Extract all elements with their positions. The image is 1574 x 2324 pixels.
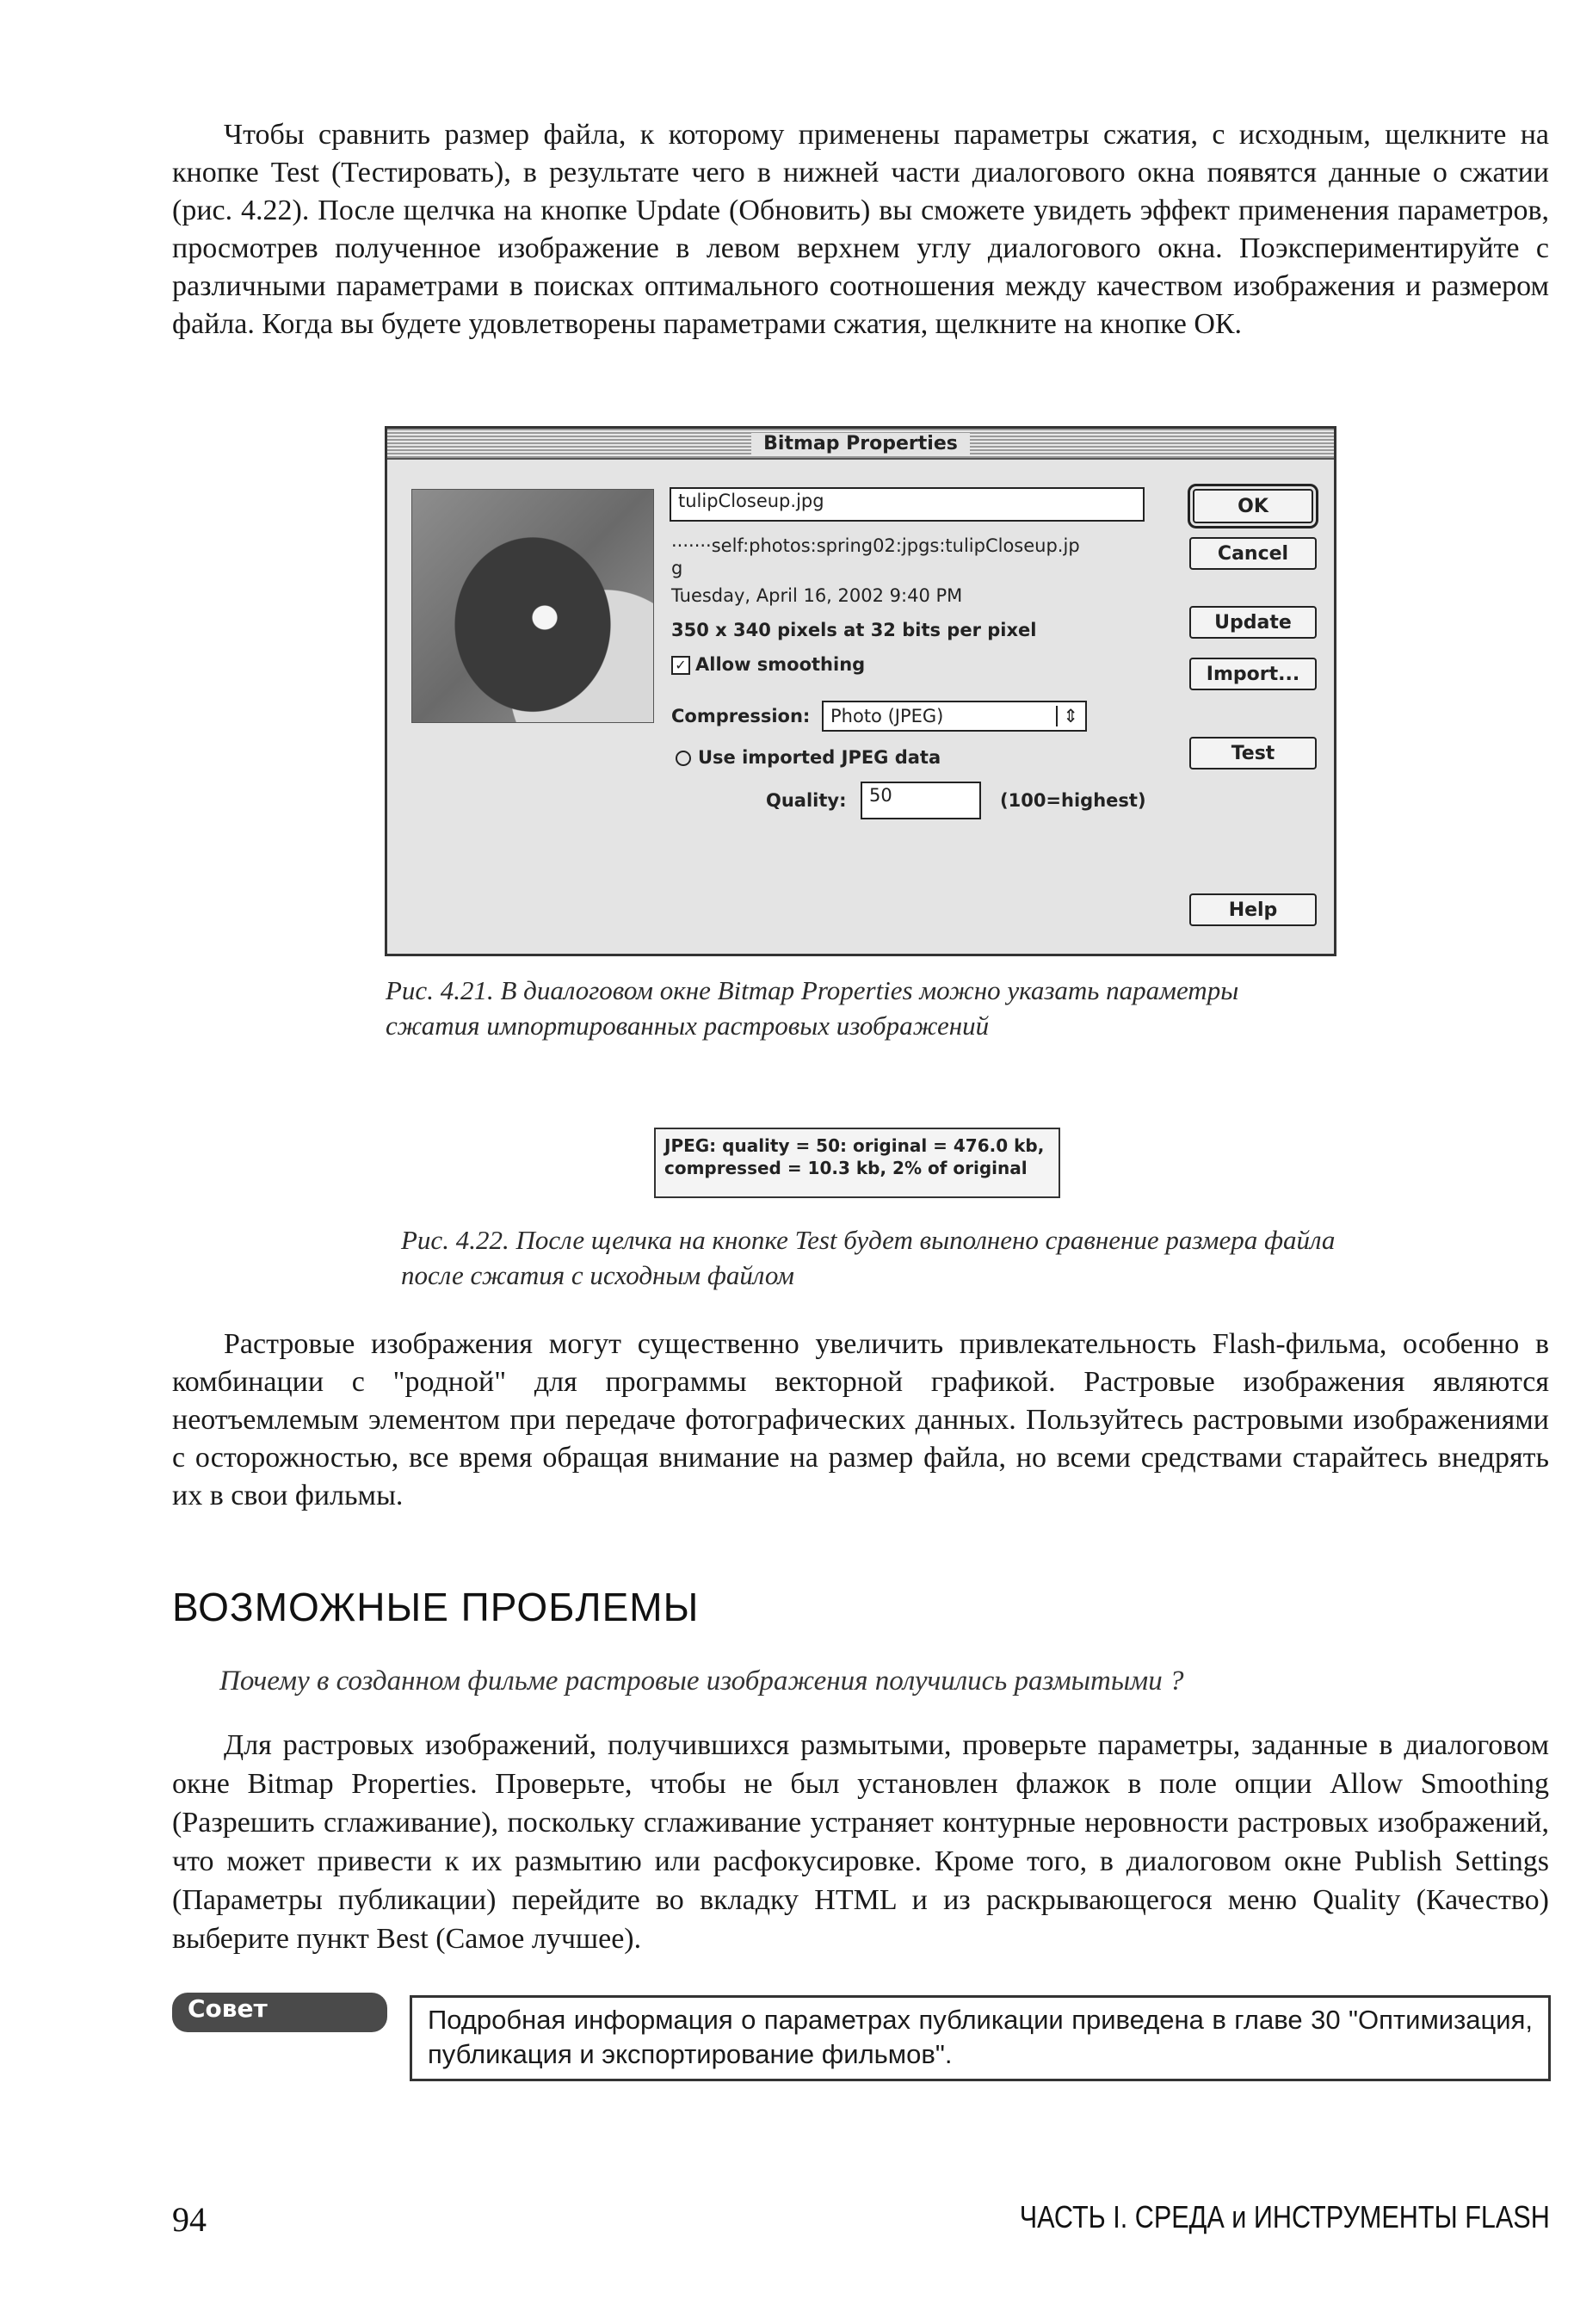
test-button[interactable]: Test <box>1189 737 1317 770</box>
quality-label: Quality: <box>766 790 847 811</box>
figure-4-21-caption: Рис. 4.21. В диалоговом окне Bitmap Properties можно указать параметры сжатия импортированных растровых изображений <box>386 975 1239 1041</box>
file-date: Tuesday, April 16, 2002 9:40 PM <box>671 585 963 606</box>
filename-field[interactable]: tulipCloseup.jpg <box>670 487 1145 522</box>
update-button[interactable]: Update <box>1189 606 1317 639</box>
page-number: 94 <box>172 2200 207 2239</box>
ok-button[interactable]: OK <box>1193 489 1313 523</box>
faq-question: Почему в созданном фильме растровые изображения получились размытыми ? <box>219 1666 1184 1697</box>
dialog-title-bar <box>387 429 1334 460</box>
jpeg-result-line2: compressed = 10.3 kb, 2% of original <box>664 1158 1028 1178</box>
paragraph-bitmaps: Растровые изображения могут существенно увеличить привлекательность Flash-фильма, особенно в комбинации с "родной" для программы векторной графикой. Растровые изображения являются неотъемлемым элементом при передаче фотографических данных. Пользуйтесь растровыми изображениями с осторожностью, все время обращая внимание на размер файла, но всеми средствами старайтесь внедрять их в свои фильмы. <box>172 1328 1549 1511</box>
dialog-title: Bitmap Properties <box>751 433 970 454</box>
allow-smoothing-row[interactable] <box>671 654 865 675</box>
image-preview <box>411 489 654 723</box>
file-path-line2: g <box>671 558 683 578</box>
help-button[interactable]: Help <box>1189 893 1317 926</box>
jpeg-result-line1: JPEG: quality = 50: original = 476.0 kb, <box>664 1135 1045 1156</box>
tip-badge: Совет <box>172 1993 387 2032</box>
quality-hint: (100=highest) <box>1000 790 1146 811</box>
compression-select[interactable] <box>822 701 1087 732</box>
import-button[interactable]: Import... <box>1189 658 1317 690</box>
file-path-line1: self:photos:spring02:jpgs:tulipCloseup.jp <box>711 535 1080 556</box>
bitmap-properties-dialog <box>385 426 1336 956</box>
allow-smoothing-checkbox[interactable]: ✓ <box>671 656 690 675</box>
jpeg-result-box <box>654 1128 1060 1198</box>
compression-label: Compression: <box>671 706 811 726</box>
figure-4-22-caption: Рис. 4.22. После щелчка на кнопке Test будет выполнено сравнение размера файла после сжатия с исходным файлом <box>401 1225 1336 1290</box>
running-title: ЧАСТЬ I. СРЕДА и ИНСТРУМЕНТЫ FLASH <box>1019 2199 1550 2234</box>
allow-smoothing-label: Allow smoothing <box>695 654 866 675</box>
paragraph-blurry-fix: Для растровых изображений, получившихся размытыми, проверьте параметры, заданные в диалоговом окне Bitmap Properties. Проверьте, чтобы не был установлен флажок в поле опции Allow Smoothing (Разрешить сглаживание), поскольку сглаживание устраняет контурные неровности растровых изображений, что может привести к их размытию или расфокусировке. Кроме того, в диалоговом окне Publish Settings (Параметры публикации) перейдите во вкладку HTML и из раскрывающегося меню Quality (Качество) выберите пункт Best (Самое лучшее). <box>172 1729 1549 1955</box>
intro-paragraph: Чтобы сравнить размер файла, к которому применены параметры сжатия, с исходным, щелкните на кнопке Test (Тестировать), в результате чего в нижней части диалогового окна появятся данные о сжатии (рис. 4.22). После щелчка на кнопке Update (Обновить) вы сможете увидеть эффект применения параметров, просмотрев полученное изображение в левом верхнем углу диалогового окна. Поэкспериментируйте с различными параметрами в поисках оптимального соотношения между качеством изображения и размером файла. Когда вы будете удовлетворены параметрами сжатия, щелкните на кнопке ОК. <box>172 119 1549 340</box>
use-imported-radio[interactable] <box>676 751 691 766</box>
use-imported-label: Use imported JPEG data <box>698 747 941 768</box>
cancel-button[interactable]: Cancel <box>1189 537 1317 570</box>
select-arrows-icon: ⇕ <box>1056 706 1078 726</box>
use-imported-row[interactable] <box>676 747 941 768</box>
path-dots: ······· <box>671 535 712 556</box>
compression-value: Photo (JPEG) <box>830 706 944 726</box>
tip-box: Подробная информация о параметрах публикации приведена в главе 30 "Оптимизация, публикация и экспортирование фильмов". <box>410 1995 1551 2081</box>
section-heading: ВОЗМОЖНЫЕ ПРОБЛЕМЫ <box>172 1585 700 1629</box>
file-path <box>671 535 1080 556</box>
quality-input[interactable]: 50 <box>861 782 981 819</box>
image-dimensions: 350 x 340 pixels at 32 bits per pixel <box>671 620 1037 640</box>
